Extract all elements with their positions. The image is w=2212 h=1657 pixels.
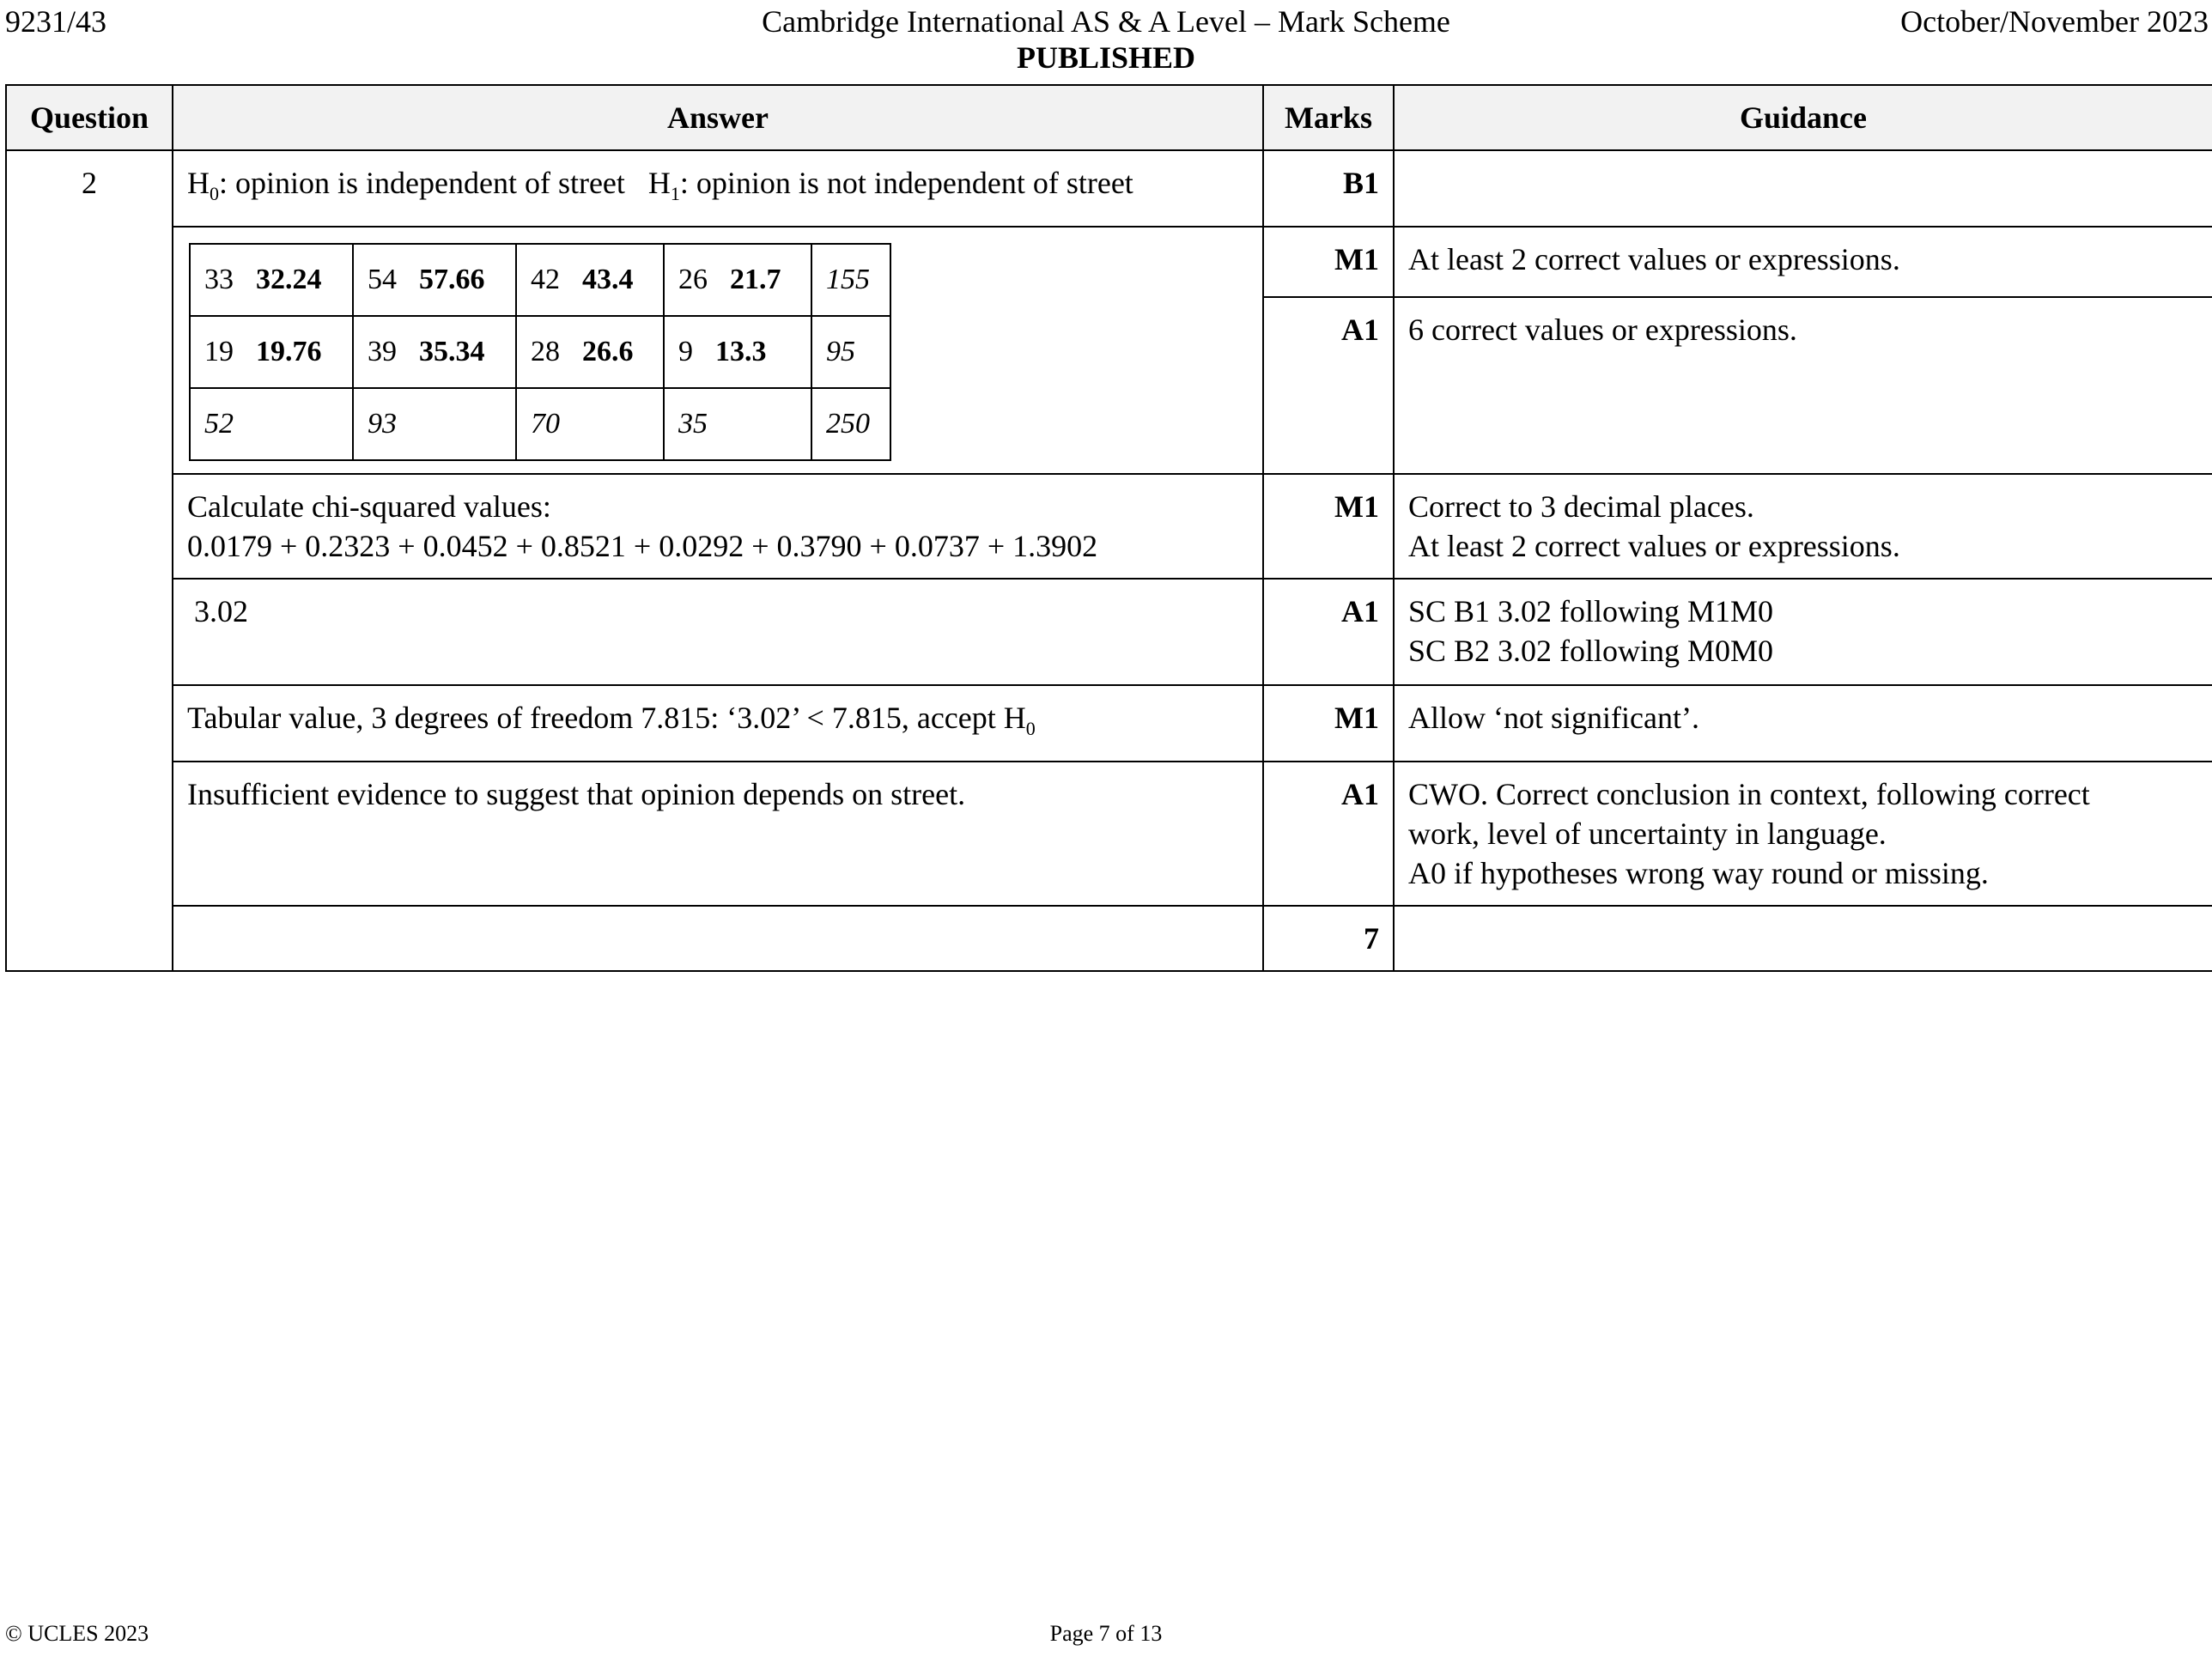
contingency-totals-row [190,388,890,460]
conclusion-answer: Insufficient evidence to suggest that opinion depends on street. [173,762,1263,906]
contingency-cell: 42 43.4 [516,244,664,316]
exam-session: October/November 2023 [1900,4,2209,39]
copyright: © UCLES 2023 [5,1621,149,1646]
column-total: 93 [353,388,516,460]
table-header-row [6,85,2212,150]
result-answer: 3.02 [173,579,1263,685]
total-row [6,906,2212,971]
question-number: 2 [6,150,173,971]
contingency-cell: 39 35.34 [353,316,516,388]
column-total: 52 [190,388,353,460]
header-question: Question [6,85,173,150]
conclusion-guidance: CWO. Correct conclusion in context, following correct work, level of uncertainty in language. A0 if hypotheses wrong way round or missing. [1394,762,2212,906]
row-total: 155 [811,244,890,316]
document-title: Cambridge International AS & A Level – Mark Scheme [762,4,1450,39]
column-total: 35 [664,388,811,460]
conclusion-row [6,762,2212,906]
total-guidance [1394,906,2212,971]
contingency-cell: 33 32.24 [190,244,353,316]
header-answer: Answer [173,85,1263,150]
total-mark: 7 [1263,906,1394,971]
chi-squared-answer: Calculate chi-squared values: 0.0179 + 0.2323 + 0.0452 + 0.8521 + 0.0292 + 0.3790 + 0.0737 + 1.3902 [173,474,1263,579]
contingency-mark-2: A1 [1263,297,1394,474]
contingency-table [189,243,891,461]
hypotheses-answer: $H_0$: opinion is independent of street $H_1$: opinion is not independent of street [173,150,1263,227]
column-total: 70 [516,388,664,460]
contingency-guidance-1: At least 2 correct values or expressions. [1394,227,2212,297]
page-number: Page 7 of 13 [1049,1621,1163,1646]
contingency-cell: 19 19.76 [190,316,353,388]
tabular-mark: M1 [1263,685,1394,762]
hypotheses-guidance [1394,150,2212,227]
contingency-cell: 28 26.6 [516,316,664,388]
contingency-mark-1: M1 [1263,227,1394,297]
hypotheses-mark: B1 [1263,150,1394,227]
chi-squared-guidance: Correct to 3 decimal places. At least 2 correct values or expressions. [1394,474,2212,579]
contingency-table-row [190,244,890,316]
mark-scheme-table [5,84,2212,972]
tabular-row [6,685,2212,762]
total-answer [173,906,1263,971]
contingency-table-row [190,316,890,388]
result-mark: A1 [1263,579,1394,685]
contingency-answer [173,227,1263,474]
contingency-row-1 [6,227,2212,297]
contingency-cell: 9 13.3 [664,316,811,388]
tabular-answer: Tabular value, 3 degrees of freedom 7.815: ‘3.02’ < 7.815, accept $H_0$ [173,685,1263,762]
header-guidance: Guidance [1394,85,2212,150]
hypotheses-row [6,150,2212,227]
chi-squared-mark: M1 [1263,474,1394,579]
contingency-guidance-2: 6 correct values or expressions. [1394,297,2212,474]
contingency-cell: 54 57.66 [353,244,516,316]
row-total: 95 [811,316,890,388]
document-code: 9231/43 [5,4,107,39]
header-marks: Marks [1263,85,1394,150]
result-row [6,579,2212,685]
document-status: PUBLISHED [1016,40,1196,75]
result-guidance: SC B1 3.02 following M1M0 SC B2 3.02 following M0M0 [1394,579,2212,685]
conclusion-mark: A1 [1263,762,1394,906]
tabular-guidance: Allow ‘not significant’. [1394,685,2212,762]
grand-total: 250 [811,388,890,460]
chi-squared-row [6,474,2212,579]
contingency-cell: 26 21.7 [664,244,811,316]
